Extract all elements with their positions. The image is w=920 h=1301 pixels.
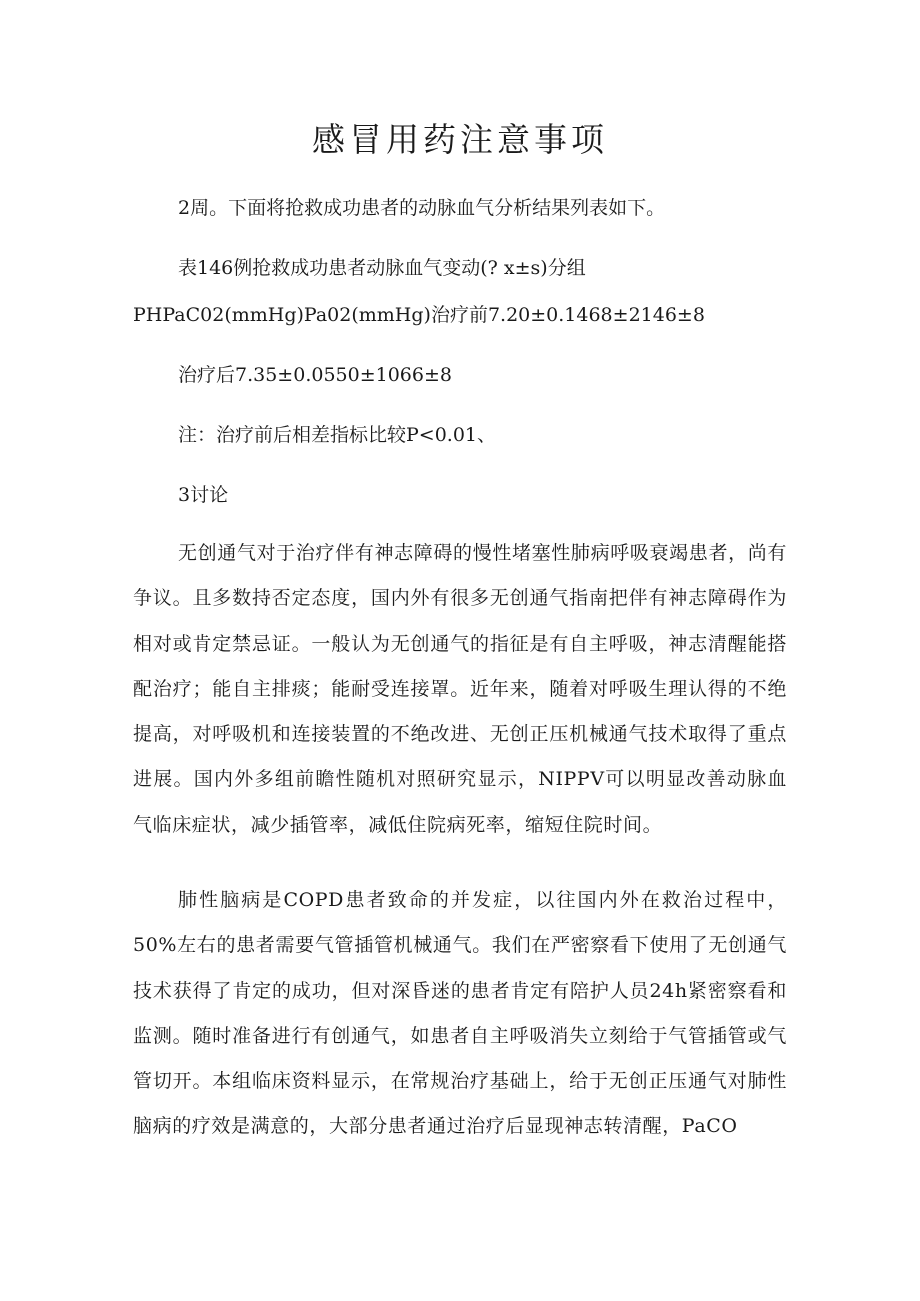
table-header-row: PHPaC02(mmHg)Pa02(mmHg)治疗前7.20±0.1468±2146±8 [133, 304, 705, 326]
document-title: 感冒用药注意事项 [312, 120, 608, 159]
table-note: 注：治疗前后相差指标比较P<0.01、 [178, 424, 497, 446]
text-line-intro: 2周。下面将抢救成功患者的动脉血气分析结果列表如下。 [178, 197, 666, 219]
table-after-row: 治疗后7.35±0.0550±1066±8 [178, 364, 452, 386]
section-heading: 3讨论 [178, 484, 229, 506]
discussion-paragraph-2: 肺性脑病是COPD患者致命的并发症，以往国内外在救治过程中，50%左右的患者需要气管插管机械通气。我们在严密察看下使用了无创通气技术获得了肯定的成功，但对深昏迷的患者肯定有陪护人员24h紧密察看和监测。随时准备进行有创通气，如患者自主呼吸消失立刻给于气管插管或气管切开。本组临床资料显示，在常规治疗基础上，给于无创正压通气对肺性脑病的疗效是满意的，大部分患者通过治疗后显现神志转清醒，PaCO [133, 889, 787, 1138]
table-caption: 表146例抢救成功患者动脉血气变动(? x±s)分组 [178, 257, 586, 279]
discussion-paragraph-1: 无创通气对于治疗伴有神志障碍的慢性堵塞性肺病呼吸衰竭患者，尚有争议。且多数持否定态度，国内外有很多无创通气指南把伴有神志障碍作为相对或肯定禁忌证。一般认为无创通气的指征是有自主呼吸，神志清醒能搭配治疗；能自主排痰；能耐受连接罩。近年来，随着对呼吸生理认得的不绝提高，对呼吸机和连接装置的不绝改进、无创正压机械通气技术取得了重点进展。国内外多组前瞻性随机对照研究显示，NIPPV可以明显改善动脉血气临床症状，减少插管率，减低住院病死率，缩短住院时间。 [133, 542, 787, 836]
